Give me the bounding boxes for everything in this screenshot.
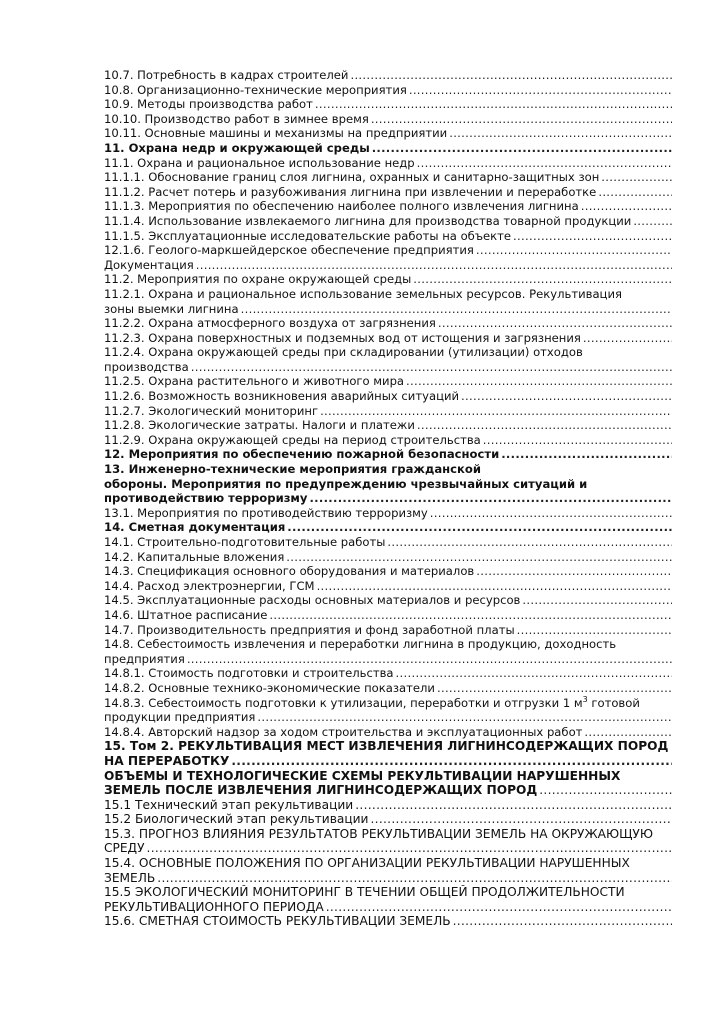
toc-entry-label: 10.7. Потребность в кадрах строителей [104,68,349,82]
toc-entry-label: 10.10. Производство работ в зимнее время [104,111,369,126]
toc-entry-label: 14.3. Спецификация основного оборудования и материалов [104,564,475,579]
dot-leader [287,520,672,535]
toc-entry-label: НА ПЕРЕРАБОТКУ [104,753,230,768]
toc-entry-label: 12. Мероприятия по обеспечению пожарной безопасности [104,447,500,462]
toc-entry[interactable] [104,433,672,448]
dot-leader [147,841,672,856]
toc-entry-continuation[interactable] [104,652,672,667]
toc-entry-label: 13.1. Мероприятия по противодействию терроризму [104,505,428,520]
toc-entry[interactable] [104,389,672,404]
toc-entry-continuation[interactable] [104,302,672,317]
toc-entry-label: 11.2.6. Возможность возникновения аварийных ситуаций [104,389,460,404]
toc-entry-line[interactable] [104,637,672,652]
toc-entry-label [104,696,640,711]
dot-leader [476,564,672,579]
toc-entry[interactable] [104,199,672,214]
toc-volume-heading-continuation[interactable] [104,754,672,769]
toc-entry[interactable] [104,68,672,83]
dot-leader [387,535,672,550]
toc-entry[interactable] [104,418,672,433]
toc-entry-label: обороны. Мероприятия по предупреждению чрезвычайных ситуаций и [104,476,588,491]
toc-entry-label: производства [104,359,189,374]
toc-entry-label: 15.5 ЭКОЛОГИЧЕСКИЙ МОНИТОРИНГ В ТЕЧЕНИИ ОБЩЕЙ ПРОДОЛЖИТЕЛЬНОСТИ [104,885,625,900]
toc-entry-continuation[interactable] [104,360,672,375]
toc-entry-continuation[interactable] [104,900,672,915]
dot-leader [372,141,672,156]
toc-entry-label: 11.2.7. Экологический мониторинг [104,403,319,418]
dot-leader [583,331,672,346]
toc-section-heading[interactable] [104,141,672,156]
toc-entry-label: 11.1.4. Использование извлекаемого лигнина для производства товарной продукции [104,213,632,228]
toc-entry-label: 11.1.1. Обоснование границ слоя лигнина, охранных и санитарно-защитных зон [104,170,600,185]
toc-entry-label: зоны выемки лигнина [104,301,239,316]
toc-entry-line[interactable] [104,696,672,711]
dot-leader [517,623,672,638]
toc-entry-label: СРЕДУ [104,841,145,856]
toc-entry[interactable] [104,506,672,521]
toc-entry-text: 14.8.3. Себестоимость подготовки к утилизации, переработки и отгрузки 1 м [104,695,583,710]
toc-section-heading-continuation[interactable] [104,491,672,506]
toc-entry[interactable] [104,593,672,608]
dot-leader [309,491,672,506]
dot-leader [417,418,672,433]
toc-entry-label: 15.4. ОСНОВНЫЕ ПОЛОЖЕНИЯ ПО ОРГАНИЗАЦИИ РЕКУЛЬТИВАЦИИ НАРУШЕННЫХ [104,856,630,871]
toc-entry-label: ЗЕМЕЛЬ [104,870,156,885]
toc-entry[interactable] [104,258,672,273]
toc-entry-label: 13. Инженерно-технические мероприятия гражданской [104,462,481,477]
toc-entry-continuation[interactable] [104,710,672,725]
toc-entry-label: 15.2 Биологический этап рекультивации [104,812,369,827]
toc-section-heading[interactable] [104,520,672,535]
toc-entry-continuation[interactable] [104,871,672,886]
dot-leader [370,812,672,827]
dot-leader [269,608,672,623]
superscript: 3 [582,695,588,704]
toc-entry-label: 14.4. Расход электроэнергии, ГСМ [104,578,315,593]
dot-leader [430,506,672,521]
toc-entry[interactable] [104,156,672,171]
toc-entry-label: 14. Сметная документация [104,520,286,535]
dot-leader [196,258,672,273]
dot-leader [581,199,672,214]
toc-entry-label: 11.2.4. Охрана окружающей среды при складировании (утилизации) отходов [104,345,583,360]
toc-entry[interactable] [104,608,672,623]
toc-entry-line[interactable] [104,345,672,360]
dot-leader [598,185,672,200]
toc-entry-label: 10.9. Методы производства работ [104,97,313,112]
dot-leader [539,783,672,798]
toc-entry[interactable] [104,725,672,740]
toc-entry[interactable] [104,126,672,141]
toc-entry-label: 11.2.3. Охрана поверхностных и подземных вод от истощения и загрязнения [104,330,581,345]
dot-leader [320,404,672,419]
toc-entry-label: продукции предприятия [104,710,256,725]
dot-leader [396,666,672,681]
toc-volume-heading-line[interactable] [104,739,672,754]
toc-entry-label: противодействию терроризму [104,491,308,506]
dot-leader [257,710,672,725]
toc-entry-label: 15.3. ПРОГНОЗ ВЛИЯНИЯ РЕЗУЛЬТАТОВ РЕКУЛЬТИВАЦИИ ЗЕМЕЛЬ НА ОКРУЖАЮЩУЮ [104,826,654,841]
toc-entry[interactable] [104,798,672,813]
toc-entry[interactable] [104,404,672,419]
toc-entry[interactable] [104,185,672,200]
dot-leader [409,83,672,98]
dot-leader [584,725,672,740]
toc-entry-label: 15. Том 2. РЕКУЛЬТИВАЦИЯ МЕСТ ИЗВЛЕЧЕНИЯ ЛИГНИНСОДЕРЖАЩИХ ПОРОД [104,739,669,754]
toc-entry-line[interactable] [104,885,672,900]
toc-entry[interactable] [104,272,672,287]
toc-entry-label: РЕКУЛЬТИВАЦИОННОГО ПЕРИОДА [104,899,324,914]
toc-entry-label: 11.2.8. Экологические затраты. Налоги и платежи [104,418,415,433]
dot-leader [513,229,672,244]
toc-entry[interactable] [104,914,672,929]
toc-entry-line[interactable] [104,827,672,842]
toc-entry-label: 14.8.1. Стоимость подготовки и строительства [104,666,394,681]
toc-section-heading-line[interactable] [104,477,672,492]
toc-entry-label: 14.8.4. Авторский надзор за ходом строительства и эксплуатационных работ [104,724,583,739]
dot-leader [191,360,672,375]
toc-entry[interactable] [104,374,672,389]
toc-entry-text: готовой [587,695,640,710]
toc-entry-label: 11.2.1. Охрана и рациональное использование земельных ресурсов. Рекультивация [104,286,622,301]
toc-entry-label: 10.8. Организационно-технические мероприятия [104,82,407,97]
dot-leader [453,914,672,929]
toc-entry-label: 14.8. Себестоимость извлечения и переработки лигнина в продукцию, доходность [104,637,617,652]
toc-entry-label: 14.1. Строительно-подготовительные работы [104,535,386,549]
toc-entry-label: ЗЕМЕЛЬ ПОСЛЕ ИЗВЛЕЧЕНИЯ ЛИГНИНСОДЕРЖАЩИХ ПОРОД [104,783,538,798]
toc-entry-label: 11.2.2. Охрана атмосферного воздуха от загрязнения [104,316,436,331]
toc-entry-label: 14.5. Эксплуатационные расходы основных материалов и ресурсов [104,593,521,608]
toc-entry-label: 14.7. Производительность предприятия и фонд заработной платы [104,622,515,637]
toc-entry[interactable] [104,579,672,594]
dot-leader [461,389,672,404]
toc-entry-label: 15.1 Технический этап рекультивации [104,797,354,812]
dot-leader [157,871,672,886]
dot-leader [326,900,672,915]
dot-leader [633,214,672,229]
toc-section-heading-continuation[interactable] [104,783,672,798]
toc-entry-label: 11.1.2. Расчет потерь и разубоживания лигнина при извлечении и переработке [104,184,597,199]
dot-leader [187,652,672,667]
dot-leader [438,316,672,331]
toc-entry[interactable] [104,681,672,696]
toc-entry-label: 14.8.2. Основные технико-экономические показатели [104,680,435,695]
toc-entry[interactable] [104,812,672,827]
dot-leader [522,593,672,608]
toc-entry-label: 14.2. Капитальные вложения [104,549,285,564]
toc-entry[interactable] [104,170,672,185]
toc-entry-label: 11.2.9. Охрана окружающей среды на период строительства [104,432,481,447]
dot-leader [355,798,672,813]
toc-entry[interactable] [104,666,672,681]
toc-entry-continuation[interactable] [104,841,672,856]
dot-leader [241,302,672,317]
toc-entry-label: 11. Охрана недр и окружающей среды [104,140,370,155]
toc-entry-label: 14.6. Штатное расписание [104,607,268,622]
toc-entry[interactable] [104,550,672,565]
toc-entry[interactable] [104,112,672,127]
toc-entry[interactable] [104,243,672,258]
toc-entry[interactable] [104,535,672,550]
toc-section-heading[interactable] [104,447,672,462]
table-of-contents [104,68,672,929]
dot-leader [231,754,672,769]
dot-leader [501,447,672,462]
toc-entry-line[interactable] [104,287,672,302]
toc-entry-label: 11.2. Мероприятия по охране окружающей среды [104,272,412,287]
dot-leader [449,126,672,141]
toc-entry-label: 12.1.6. Геолого-маркшейдерское обеспечение предприятия [104,243,474,258]
toc-entry[interactable] [104,564,672,579]
dot-leader [483,433,672,448]
dot-leader [413,272,672,287]
toc-entry[interactable] [104,214,672,229]
toc-entry[interactable] [104,97,672,112]
toc-entry-label: 15.6. СМЕТНАЯ СТОИМОСТЬ РЕКУЛЬТИВАЦИИ ЗЕМЕЛЬ [104,914,451,929]
dot-leader [476,243,672,258]
dot-leader [315,97,672,112]
dot-leader [317,579,672,594]
dot-leader [601,170,672,185]
toc-entry[interactable] [104,316,672,331]
toc-entry-label: Документация [104,257,194,272]
toc-entry-label: 11.1. Охрана и рациональное использование недр [104,155,415,170]
dot-leader [437,681,672,696]
dot-leader [286,550,672,565]
toc-entry-label: 11.1.5. Эксплуатационные исследовательские работы на объекте [104,228,512,243]
toc-entry[interactable] [104,83,672,98]
toc-entry-line[interactable] [104,856,672,871]
dot-leader [406,374,672,389]
toc-entry-label: 11.1.3. Мероприятия по обеспечению наиболее полного извлечения лигнина [104,199,579,214]
dot-leader [350,68,672,83]
toc-entry-label: 11.2.5. Охрана растительного и животного мира [104,374,405,389]
toc-section-heading-line[interactable] [104,769,672,784]
dot-leader [417,156,672,171]
toc-entry-label: 10.11. Основные машины и механизмы на предприятии [104,126,448,141]
toc-entry[interactable] [104,229,672,244]
dot-leader [371,112,672,127]
toc-entry[interactable] [104,623,672,638]
toc-entry[interactable] [104,331,672,346]
toc-entry-label: ОБЪЕМЫ И ТЕХНОЛОГИЧЕСКИЕ СХЕМЫ РЕКУЛЬТИВАЦИИ НАРУШЕННЫХ [104,768,621,783]
toc-entry-label: предприятия [104,651,185,666]
toc-section-heading-line[interactable] [104,462,672,477]
